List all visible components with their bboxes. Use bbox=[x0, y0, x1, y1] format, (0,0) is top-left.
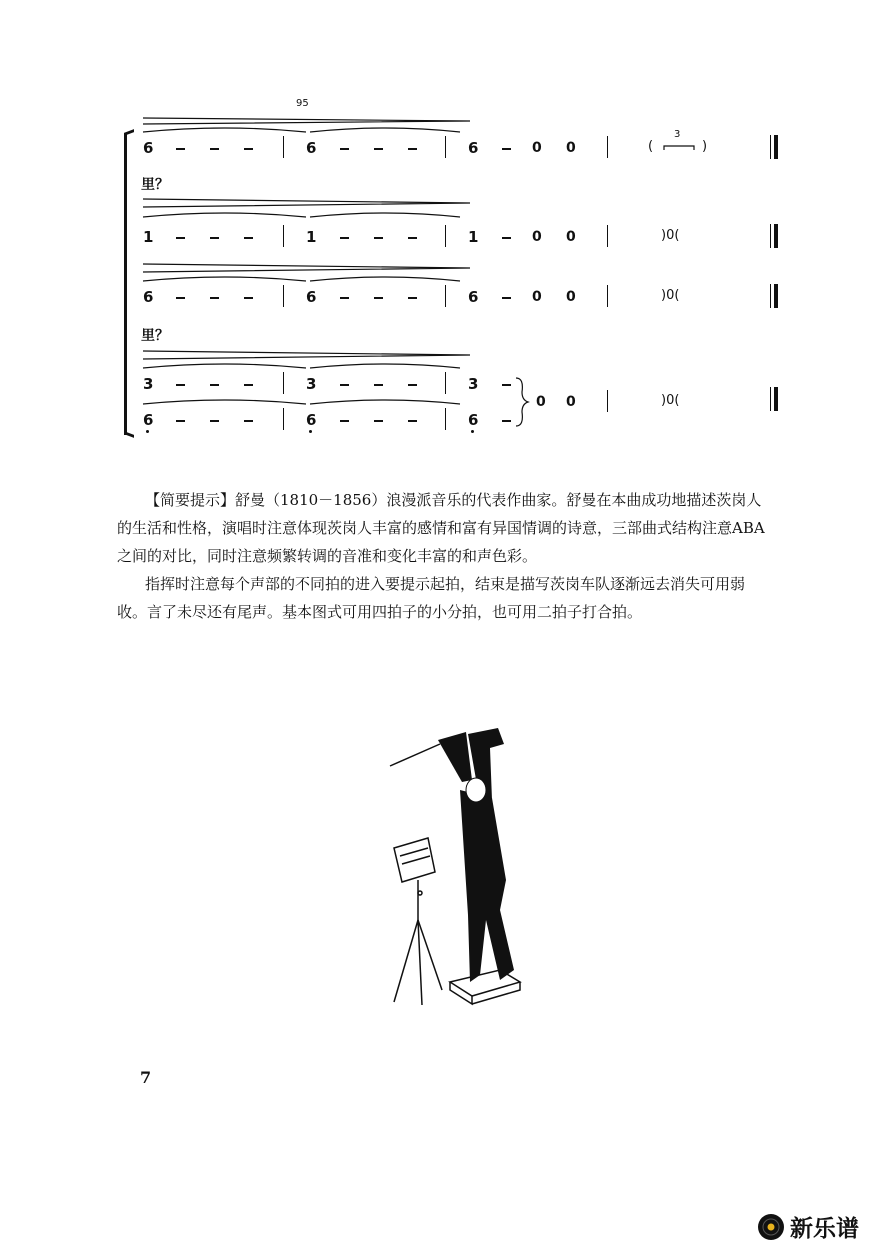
measure-number: 95 bbox=[296, 98, 309, 109]
lyric-line-1: 里？ bbox=[141, 177, 169, 193]
page-number: 7 bbox=[140, 1068, 152, 1087]
triplet-number: 3 bbox=[674, 129, 681, 140]
lyric-line-2: 里？ bbox=[141, 328, 169, 344]
watermark bbox=[757, 1210, 859, 1243]
slurs-and-hairpins bbox=[0, 0, 888, 450]
watermark-text: 新乐谱 bbox=[790, 1216, 859, 1242]
notes-paragraph-1: 【简要提示】舒曼（1810－1856）浪漫派音乐的代表作曲家。舒曼在本曲成功地描述茨岗人的生活和性格，演唱时注意体现茨岗人丰富的感情和富有异国情调的诗意，三部曲式结构注意ABA之间的对比，同时注意频繁转调的音准和变化丰富的和声色彩。 bbox=[117, 491, 765, 565]
conductor-illustration bbox=[380, 720, 540, 1020]
score: 95 6 6 6 0 0 ( 3 ) 里？ 1 1 1 0 0 )0( 6 6 6 0 0 )0( 里？ 3 3 3 6 6 6 0 0 )0( bbox=[0, 0, 888, 450]
notes-paragraph-2: 指挥时注意每个声部的不同拍的进入要提示起拍，结束是描写茨岗车队逐渐远去消失可用弱收。言了未尽还有尾声。基本图式可用四拍子的小分拍，也可用二拍子打合拍。 bbox=[117, 575, 746, 621]
vinyl-record-icon bbox=[757, 1213, 785, 1241]
